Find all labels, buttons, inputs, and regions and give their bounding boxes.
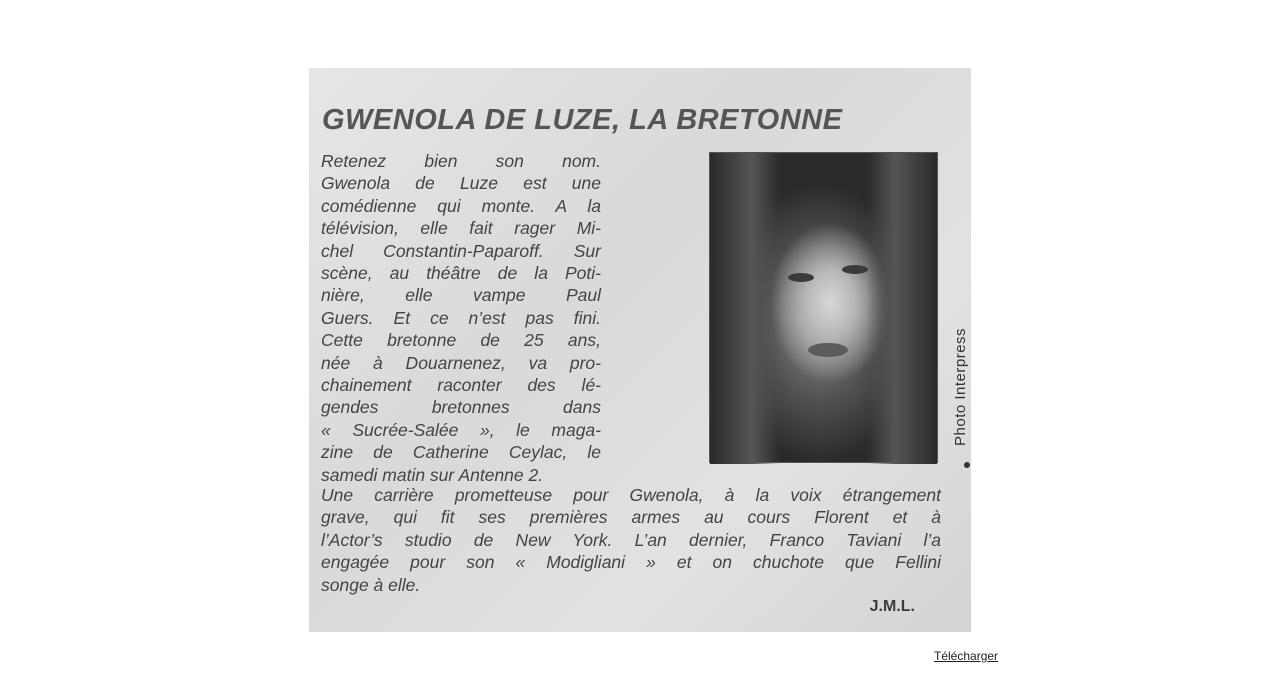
text-line: Guers. Et ce n’est pas fini. bbox=[321, 307, 601, 328]
text-line: comédienne qui monte. A la bbox=[321, 195, 601, 216]
photo-hair-right bbox=[867, 153, 937, 464]
author-signature: J.M.L. bbox=[869, 598, 915, 615]
text-line: nière, elle vampe Paul bbox=[321, 285, 601, 306]
text-line: née à Douarnenez, va pro- bbox=[321, 352, 601, 373]
text-line: gendes bretonnes dans bbox=[321, 397, 601, 418]
text-line: Une carrière prometteuse pour Gwenola, à la voix étrangement bbox=[321, 485, 941, 505]
portrait-photo bbox=[709, 152, 938, 463]
photo-lips bbox=[808, 343, 848, 357]
text-line: « Sucrée-Salée », le maga- bbox=[321, 419, 601, 440]
photo-eye-left bbox=[788, 273, 814, 282]
download-link[interactable]: Télécharger bbox=[934, 649, 999, 663]
text-line: songe à elle. bbox=[321, 574, 421, 595]
text-line: samedi matin sur Antenne 2. bbox=[321, 464, 544, 485]
photo-credit: Photo Interpress bbox=[952, 327, 969, 446]
photo-eye-right bbox=[842, 265, 868, 274]
text-line: Cette bretonne de 25 ans, bbox=[321, 330, 601, 351]
text-line: chainement raconter des lé- bbox=[321, 375, 601, 396]
bullet-dot bbox=[964, 462, 970, 468]
text-line: grave, qui fit ses premières armes au cours Florent et à bbox=[321, 507, 941, 528]
text-line: Retenez bien son nom. bbox=[321, 151, 601, 171]
text-line: chel Constantin-Paparoff. Sur bbox=[321, 240, 601, 261]
article-column-text bbox=[321, 150, 601, 486]
text-line: télévision, elle fait rager Mi- bbox=[321, 218, 601, 239]
text-line: Gwenola de Luze est une bbox=[321, 173, 601, 194]
text-line: l’Actor’s studio de New York. L’an dernier, Franco Taviani l’a bbox=[321, 529, 941, 550]
photo-hair-left bbox=[710, 153, 780, 464]
article-full-width-text bbox=[321, 484, 941, 596]
text-line: engagée pour son « Modigliani » et on chuchote que Fellini bbox=[321, 552, 941, 573]
text-line: scène, au théâtre de la Poti- bbox=[321, 263, 601, 284]
article-headline: GWENOLA DE LUZE, LA BRETONNE bbox=[322, 104, 843, 136]
text-line: zine de Catherine Ceylac, le bbox=[321, 442, 601, 463]
newspaper-clipping bbox=[309, 68, 971, 632]
